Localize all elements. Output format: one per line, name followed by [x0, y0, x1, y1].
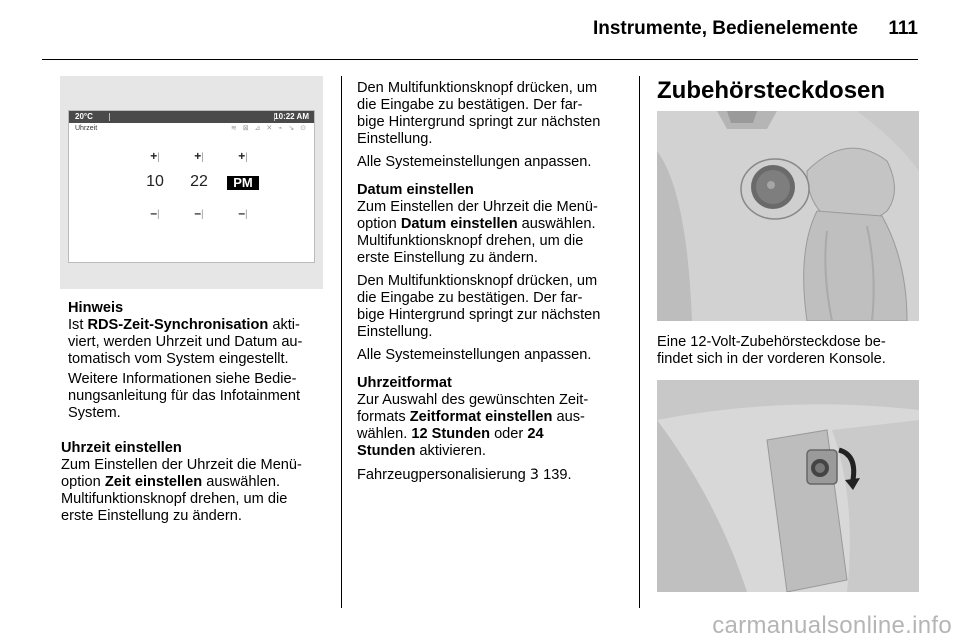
note-paragraph-2: Weitere Informationen siehe Bedie- nungsanleitung für das Infotainment System.: [68, 371, 301, 421]
hour-decrement-icon: –|: [150, 206, 160, 220]
connectivity-icons: ≋ ⊠ ⊿ ✕ ⌁ ↘ ⊙: [230, 125, 308, 132]
column-divider-right: [639, 76, 640, 608]
confirm-paragraph-2: Den Multifunktionsknopf drücken, um die Eingabe zu bestätigen. Der far- bige Hintergrund springt zur nächsten Einstellung.: [357, 273, 601, 340]
minute-increment-icon: +|: [194, 149, 204, 163]
set-date-text: Zum Einstellen der Uhrzeit die Menü- option Datum einstellen auswählen. Multifunktionsknopf drehen, um die erste Einstellung zu ändern.: [357, 199, 598, 266]
hour-increment-icon: +|: [150, 149, 160, 163]
minute-value: 22: [190, 173, 208, 190]
screen-menu-label: Uhrzeit: [75, 125, 98, 132]
page-header: [0, 0, 960, 60]
status-separator: [109, 113, 110, 121]
set-date-heading: Datum einstellen: [357, 182, 474, 198]
set-time-section: [61, 440, 331, 525]
page-reference: 139.: [539, 467, 572, 483]
time-format-heading: Uhrzeitformat: [357, 375, 452, 391]
header-rule: [42, 59, 918, 60]
set-time-heading: Uhrzeit einstellen: [61, 440, 182, 456]
screen-temperature: 20°C: [75, 112, 93, 121]
page-number: 111: [888, 18, 918, 39]
personalisation-reference: Fahrzeugpersonalisierung 3 139.: [357, 466, 572, 483]
rear-socket-photo: [657, 380, 919, 592]
screen-status-bar: [69, 111, 314, 123]
middle-column: [357, 80, 625, 484]
accessory-socket-photo: [657, 111, 919, 321]
clock-screen-figure: [60, 76, 323, 289]
header-title: Instrumente, Bedienelemente: [592, 18, 858, 39]
column-divider-left: [341, 76, 342, 608]
screen-time: 10:22 AM: [274, 112, 309, 121]
ampm-value-selected: PM: [227, 176, 259, 190]
time-format-text: Zur Auswahl des gewünschten Zeit- formats Zeitformat einstellen aus- wählen. 12 Stunden oder 24 Stunden aktivieren.: [357, 392, 589, 459]
section-title: Zubehörsteckdosen: [657, 77, 886, 104]
accessory-socket-text: Eine 12-Volt-Zubehörsteckdose be- findet sich in der vorderen Konsole.: [657, 334, 886, 367]
adjust-all-paragraph: Alle Systemeinstellungen anpassen.: [357, 154, 592, 170]
page-reference-arrow-icon: 3: [529, 466, 540, 483]
set-time-text: Zum Einstellen der Uhrzeit die Menü- option Zeit einstellen auswählen. Multifunktionsknopf drehen, um die erste Einstellung zu ändern.: [61, 457, 302, 524]
adjust-all-paragraph-2: Alle Systemeinstellungen anpassen.: [357, 347, 592, 363]
hour-value: 10: [146, 173, 164, 190]
infotainment-screen: [68, 110, 315, 263]
watermark: carmanualsonline.info: [712, 612, 952, 639]
ampm-decrement-icon: –|: [238, 206, 248, 220]
confirm-paragraph: Den Multifunktionsknopf drücken, um die Eingabe zu bestätigen. Der far- bige Hintergrund springt zur nächsten Einstellung.: [357, 80, 601, 147]
ampm-increment-icon: +|: [238, 149, 248, 163]
note-title: Hinweis: [68, 300, 124, 316]
note-paragraph-1: Ist RDS-Zeit-Synchronisation akti- viert, werden Uhrzeit und Datum au- tomatisch vom System eingestellt.: [68, 317, 303, 367]
note-box: [68, 300, 328, 425]
minute-decrement-icon: –|: [194, 206, 204, 220]
